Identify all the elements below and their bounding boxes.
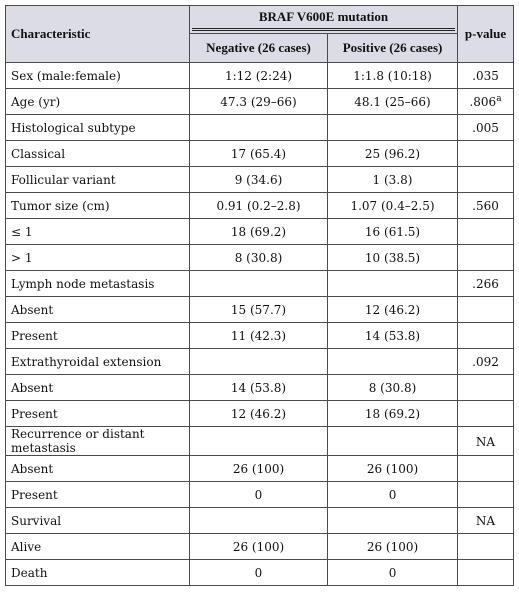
row-negative-text: 12 (46.2) (230, 406, 287, 421)
row-negative (190, 560, 328, 586)
row-pvalue-text: .035 (472, 69, 499, 83)
row-label-text: Absent (11, 461, 54, 476)
row-positive (328, 89, 458, 115)
row-positive-text: 1 (3.8) (372, 172, 413, 187)
row-negative (190, 167, 328, 193)
row-negative-text: 26 (100) (232, 461, 285, 476)
row-pvalue (458, 219, 514, 245)
row-pvalue (458, 482, 514, 508)
row-label (6, 482, 190, 508)
row-positive (328, 141, 458, 167)
table-row (6, 401, 514, 427)
row-negative (190, 297, 328, 323)
row-positive (328, 219, 458, 245)
table-row (6, 271, 514, 297)
row-positive (328, 456, 458, 482)
row-negative (190, 271, 328, 297)
row-label (6, 427, 190, 456)
row-negative-text: 9 (34.6) (234, 172, 283, 187)
row-positive (328, 401, 458, 427)
row-label (6, 349, 190, 375)
table-body (6, 63, 514, 586)
row-positive-text: 10 (38.5) (364, 250, 421, 265)
row-positive (328, 560, 458, 586)
table-row (6, 297, 514, 323)
row-negative (190, 63, 328, 89)
table-row (6, 427, 514, 456)
row-label-text: Age (yr) (11, 94, 61, 109)
row-label (6, 271, 190, 297)
table-row (6, 193, 514, 219)
row-pvalue (458, 401, 514, 427)
table-row (6, 560, 514, 586)
row-label (6, 401, 190, 427)
row-label-text: ≤ 1 (11, 224, 33, 239)
header-group-label: BRAF V600E mutation (192, 9, 455, 31)
table-row (6, 349, 514, 375)
row-negative (190, 456, 328, 482)
row-label-text: Survival (11, 513, 62, 528)
row-negative (190, 115, 328, 141)
row-label (6, 323, 190, 349)
row-pvalue (458, 115, 514, 141)
row-label-text: Absent (11, 302, 54, 317)
row-negative (190, 245, 328, 271)
row-pvalue (458, 271, 514, 297)
row-label-text: Classical (11, 146, 66, 161)
row-label-text: Histological subtype (11, 120, 136, 135)
row-pvalue-text: NA (475, 514, 496, 528)
table-row (6, 89, 514, 115)
row-label (6, 167, 190, 193)
row-label (6, 297, 190, 323)
row-negative (190, 508, 328, 534)
row-pvalue (458, 456, 514, 482)
row-pvalue (458, 508, 514, 534)
row-pvalue (458, 534, 514, 560)
row-positive (328, 508, 458, 534)
row-pvalue-text: .806 (469, 95, 497, 109)
row-label (6, 141, 190, 167)
row-pvalue (458, 349, 514, 375)
row-negative-text: 47.3 (29–66) (220, 94, 297, 109)
row-negative (190, 141, 328, 167)
row-negative-text: 0 (254, 565, 263, 580)
row-label-text: Alive (11, 539, 42, 554)
table-row (6, 219, 514, 245)
row-positive (328, 349, 458, 375)
table-container (5, 5, 513, 586)
row-positive-text: 0 (388, 565, 397, 580)
row-negative-text: 14 (53.8) (230, 380, 287, 395)
row-positive (328, 271, 458, 297)
row-negative-text: 0.91 (0.2–2.8) (216, 198, 301, 213)
row-pvalue-text: .092 (472, 355, 499, 369)
row-negative (190, 89, 328, 115)
row-positive (328, 245, 458, 271)
row-positive-text: 14 (53.8) (364, 328, 421, 343)
row-pvalue-text: NA (475, 434, 496, 449)
row-positive (328, 193, 458, 219)
row-negative-text: 17 (65.4) (230, 146, 287, 161)
row-pvalue (458, 63, 514, 89)
row-label-text: Absent (11, 380, 54, 395)
row-positive-text: 25 (96.2) (364, 146, 421, 161)
row-positive-text: 26 (100) (366, 461, 419, 476)
row-negative (190, 349, 328, 375)
row-negative-text: 26 (100) (232, 539, 285, 554)
braf-characteristics-table (5, 5, 514, 586)
row-pvalue (458, 245, 514, 271)
row-negative-text: 1:12 (2:24) (224, 68, 293, 83)
table-row (6, 141, 514, 167)
row-positive-text: 12 (46.2) (364, 302, 421, 317)
row-label-text: Lymph node metastasis (11, 276, 155, 291)
row-label-text: Present (11, 406, 58, 421)
row-label (6, 375, 190, 401)
table-row (6, 167, 514, 193)
table-row (6, 508, 514, 534)
row-label (6, 219, 190, 245)
table-row (6, 63, 514, 89)
table-header (6, 6, 514, 63)
row-label (6, 534, 190, 560)
table-row (6, 456, 514, 482)
row-label (6, 508, 190, 534)
row-label-text: Present (11, 328, 58, 343)
table-row (6, 534, 514, 560)
row-positive (328, 297, 458, 323)
row-pvalue (458, 560, 514, 586)
row-negative-text: 15 (57.7) (230, 302, 287, 317)
row-negative (190, 401, 328, 427)
row-label (6, 63, 190, 89)
row-pvalue (458, 375, 514, 401)
row-negative (190, 482, 328, 508)
row-negative (190, 219, 328, 245)
row-label-text: Follicular variant (11, 172, 116, 187)
row-pvalue (458, 323, 514, 349)
row-label (6, 193, 190, 219)
header-positive: Positive (26 cases) (328, 34, 458, 63)
table-row (6, 115, 514, 141)
row-negative-text: 8 (30.8) (234, 250, 283, 265)
row-negative-text: 11 (42.3) (230, 328, 287, 343)
row-positive (328, 427, 458, 456)
row-label (6, 89, 190, 115)
row-positive-text: 8 (30.8) (368, 380, 417, 395)
table-row (6, 375, 514, 401)
row-label-text: Death (11, 565, 48, 580)
row-label (6, 245, 190, 271)
row-positive-text: 1:1.8 (10:18) (353, 68, 432, 83)
row-positive (328, 375, 458, 401)
row-positive-text: 16 (61.5) (364, 224, 421, 239)
row-positive (328, 534, 458, 560)
row-label-text: Recurrence or distant metastasis (11, 427, 145, 455)
header-negative: Negative (26 cases) (190, 34, 328, 63)
row-negative (190, 375, 328, 401)
row-positive-text: 0 (388, 487, 397, 502)
row-label-text: Present (11, 487, 58, 502)
row-pvalue-text: .560 (472, 199, 499, 213)
row-positive (328, 482, 458, 508)
row-pvalue (458, 297, 514, 323)
table-row (6, 482, 514, 508)
row-negative (190, 534, 328, 560)
row-pvalue (458, 193, 514, 219)
row-negative (190, 193, 328, 219)
row-positive (328, 63, 458, 89)
row-pvalue-text: .266 (472, 277, 499, 291)
header-pvalue: p-value (458, 6, 514, 63)
row-label-text: > 1 (11, 250, 33, 265)
row-negative-text: 18 (69.2) (230, 224, 287, 239)
row-label-text: Tumor size (cm) (11, 198, 110, 213)
row-label (6, 115, 190, 141)
row-positive (328, 167, 458, 193)
row-negative-text: 0 (254, 487, 263, 502)
row-positive-text: 1.07 (0.4–2.5) (350, 198, 435, 213)
row-label-text: Extrathyroidal extension (11, 354, 162, 369)
header-group (190, 6, 458, 34)
row-positive-text: 48.1 (25–66) (354, 94, 431, 109)
row-pvalue-text: .005 (472, 121, 499, 135)
row-pvalue (458, 427, 514, 456)
row-positive-text: 26 (100) (366, 539, 419, 554)
row-negative (190, 427, 328, 456)
row-positive (328, 115, 458, 141)
row-label-text: Sex (male:female) (11, 68, 121, 83)
table-row (6, 323, 514, 349)
row-positive-text: 18 (69.2) (364, 406, 421, 421)
row-pvalue (458, 141, 514, 167)
table-row (6, 245, 514, 271)
row-label (6, 456, 190, 482)
row-negative (190, 323, 328, 349)
row-positive (328, 323, 458, 349)
row-label (6, 560, 190, 586)
header-characteristic: Characteristic (6, 6, 190, 63)
row-pvalue (458, 89, 514, 115)
footnote-marker: a (496, 94, 502, 104)
row-pvalue (458, 167, 514, 193)
